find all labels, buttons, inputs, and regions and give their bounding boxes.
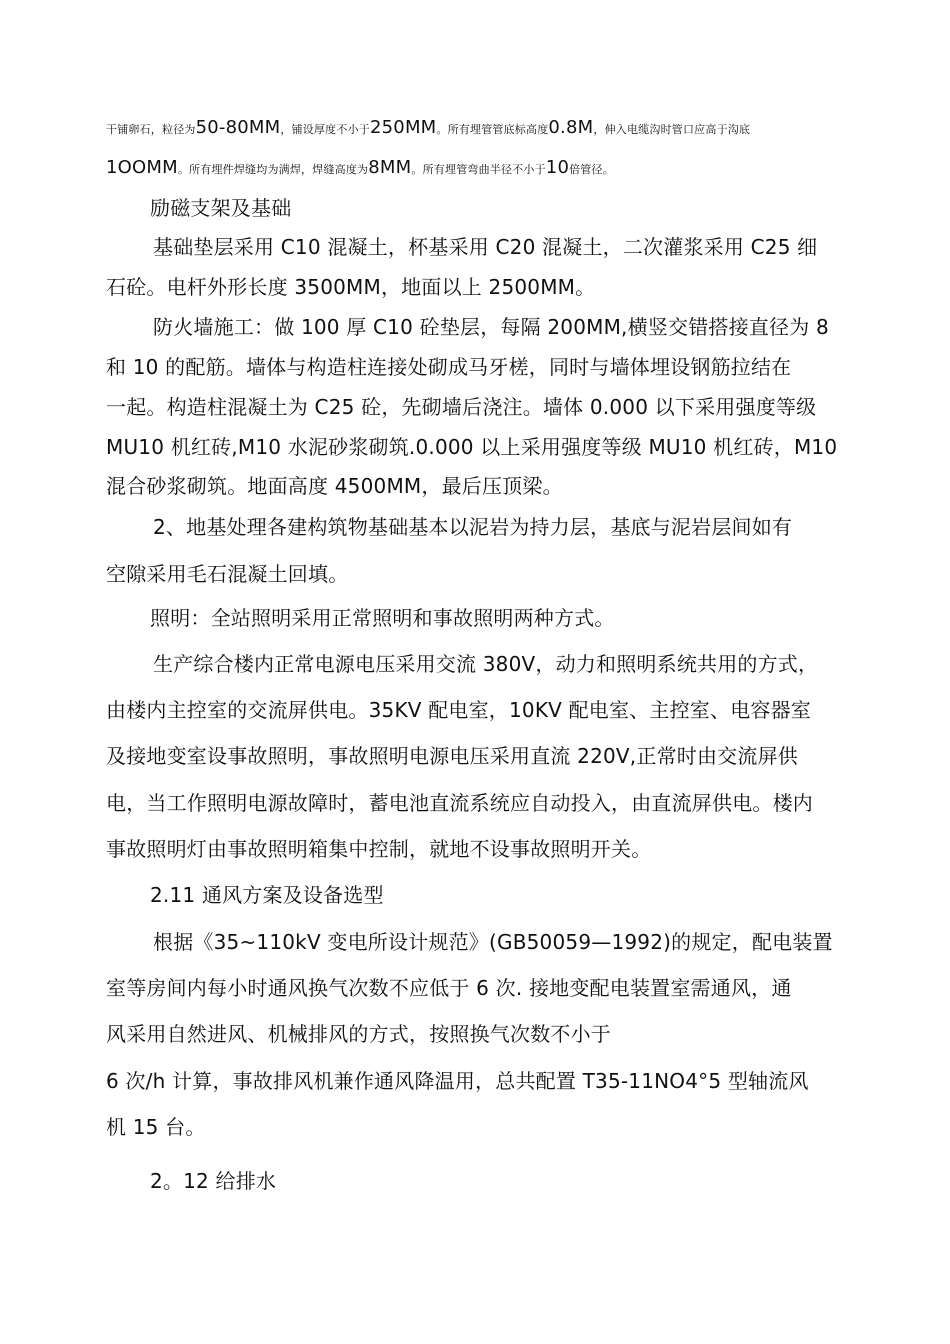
text-segment: 。所有埋管弯曲半径不小于 xyxy=(411,163,546,176)
paragraph-line: 基础垫层采用 C10 混凝土，杯基采用 C20 混凝土，二次灌浆采用 C25 细 xyxy=(153,235,818,259)
radius-value: 10 xyxy=(545,157,570,178)
paragraph-line: 机 15 台。 xyxy=(106,1115,206,1139)
paragraph-line: 风采用自然进风、机械排风的方式，按照换气次数不小于 xyxy=(106,1022,611,1046)
thickness-value: 250MM xyxy=(369,117,437,138)
text-segment: 。所有埋件焊缝均为满焊，焊缝高度为 xyxy=(177,163,369,176)
size-value: 50-80MM xyxy=(195,117,281,138)
paragraph-line: 2、地基处理各建构筑物基础基本以泥岩为持力层，基底与泥岩层间如有 xyxy=(153,515,793,539)
text-segment: ，伸入电缆沟时管口应高于沟底 xyxy=(593,123,751,136)
paragraph-line: 混合砂浆砌筑。地面高度 4500MM，最后压顶梁。 xyxy=(106,474,563,498)
text-segment: 干铺卵石，粒径为 xyxy=(106,123,196,136)
paragraph-line: 一起。构造柱混凝土为 C25 砼，先砌墙后浇注。墙体 0.000 以下采用强度等级 xyxy=(106,395,817,419)
text-segment: 。所有埋管管底标高度 xyxy=(436,123,549,136)
height-value: 1OOMM xyxy=(106,157,178,178)
text-segment: ，铺设厚度不小于 xyxy=(280,123,370,136)
paragraph-line: MU10 机红砖,M10 水泥砂浆砌筑.0.000 以上采用强度等级 MU10 机红砖，M10 xyxy=(106,435,838,459)
mixed-line-2 xyxy=(106,155,614,183)
paragraph-line: 及接地变室设事故照明，事故照明电源电压采用直流 220V,正常时由交流屏供 xyxy=(106,744,798,768)
paragraph-line: 石砼。电杆外形长度 3500MM，地面以上 2500MM。 xyxy=(106,275,596,299)
section-heading: 励磁支架及基础 xyxy=(150,196,292,220)
section-heading: 2。12 给排水 xyxy=(150,1169,277,1193)
paragraph-line: 防火墙施工：做 100 厚 C10 砼垫层，每隔 200MM,横竖交错搭接直径为 8 xyxy=(153,315,829,339)
paragraph-line: 室等房间内每小时通风换气次数不应低于 6 次. 接地变配电装置室需通风，通 xyxy=(106,976,792,1000)
depth-value: 0.8M xyxy=(548,117,594,138)
paragraph-line: 事故照明灯由事故照明箱集中控制，就地不设事故照明开关。 xyxy=(106,837,652,861)
paragraph-line: 由楼内主控室的交流屏供电。35KV 配电室，10KV 配电室、主控室、电容器室 xyxy=(106,698,812,722)
paragraph-line: 空隙采用毛石混凝土回填。 xyxy=(106,562,349,586)
paragraph-line: 生产综合楼内正常电源电压采用交流 380V，动力和照明系统共用的方式， xyxy=(153,652,819,676)
paragraph-line: 根据《35~110kV 变电所设计规范》(GB50059—1992)的规定，配电装置 xyxy=(153,930,833,954)
paragraph-line: 照明：全站照明采用正常照明和事故照明两种方式。 xyxy=(150,606,615,630)
text-segment: 倍管径。 xyxy=(569,163,614,176)
paragraph-line: 6 次/h 计算，事故排风机兼作通风降温用，总共配置 T35-11NO4°5 型轴流风 xyxy=(106,1069,809,1093)
paragraph-line: 和 10 的配筋。墙体与构造柱连接处砌成马牙槎，同时与墙体埋设钢筋拉结在 xyxy=(106,355,792,379)
mixed-line-1 xyxy=(106,115,750,143)
section-heading: 2.11 通风方案及设备选型 xyxy=(150,883,384,907)
paragraph-line: 电，当工作照明电源故障时，蓄电池直流系统应自动投入，由直流屏供电。楼内 xyxy=(106,791,813,815)
weld-height-value: 8MM xyxy=(368,157,412,178)
